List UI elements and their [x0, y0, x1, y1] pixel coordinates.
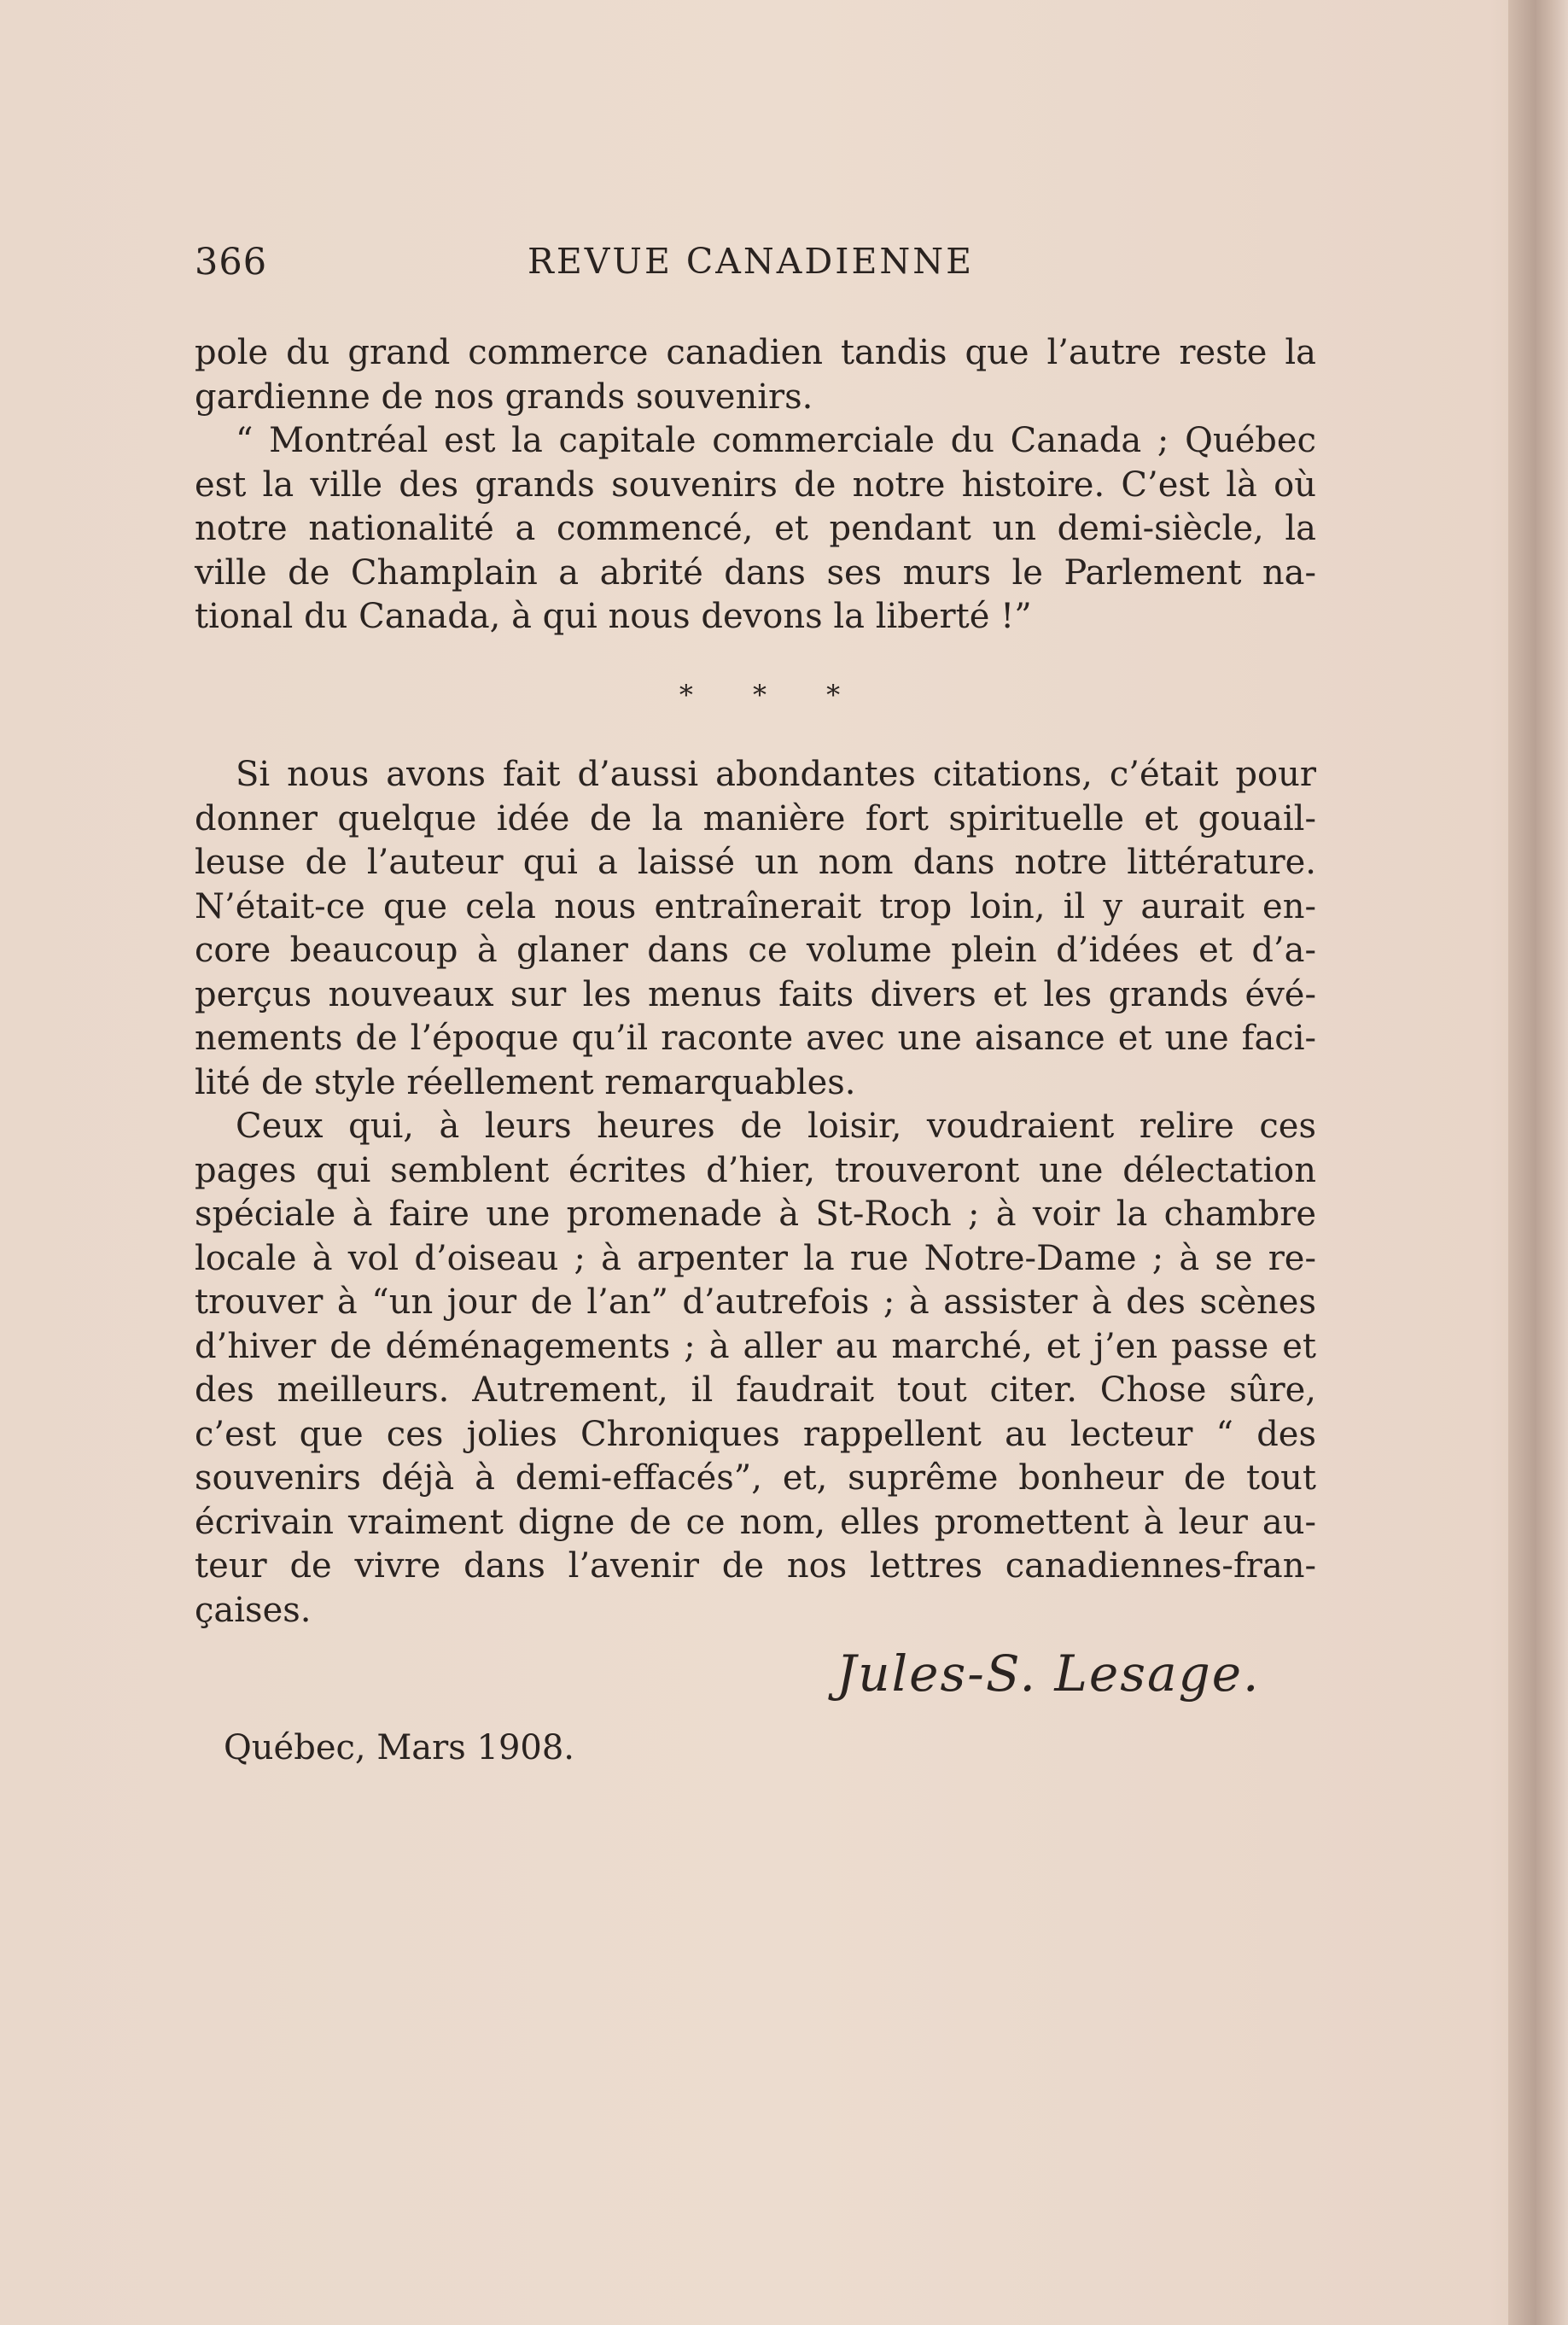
text-line: tional du Canada, à qui nous devons la liberté !”: [195, 597, 1032, 636]
paragraph: [195, 331, 1316, 419]
text-line: trouver à “un jour de l’an” d’autrefois ; à assister à des scènes: [195, 1282, 1316, 1322]
text-line: donner quelque idée de la manière fort spirituelle et gouail-: [195, 798, 1316, 838]
author-signature: Jules-S. Lesage.: [836, 1644, 1261, 1703]
text-line: écrivain vraiment digne de ce nom, elles promettent à leur au-: [195, 1502, 1316, 1542]
page-edge-shadow: [1508, 0, 1568, 2325]
page-header: [195, 241, 1304, 292]
text-line: d’hiver de déménagements ; à aller au marché, et j’en passe et: [195, 1326, 1316, 1366]
text-line: teur de vivre dans l’avenir de nos lettres canadiennes-fran-: [195, 1546, 1316, 1586]
text-line: notre nationalité a commencé, et pendant un demi-siècle, la: [195, 509, 1316, 548]
text-line: pages qui semblent écrites d’hier, trouveront une délectation: [195, 1150, 1316, 1190]
text-line: perçus nouveaux sur les menus faits divers et les grands évé-: [195, 974, 1316, 1014]
text-line: Si nous avons fait d’aussi abondantes citations, c’était pour: [236, 755, 1316, 794]
text-line: est la ville des grands souvenirs de notre histoire. C’est là où: [195, 464, 1316, 505]
text-line: des meilleurs. Autrement, il faudrait tout citer. Chose sûre,: [195, 1370, 1316, 1410]
text-line: souvenirs déjà à demi-effacés”, et, suprême bonheur de tout: [195, 1458, 1316, 1498]
text-line: lité de style réellement remarquables.: [195, 1062, 856, 1102]
text-line: c’est que ces jolies Chroniques rappellent au lecteur “ des: [195, 1414, 1316, 1454]
paragraph: [195, 1105, 1316, 1633]
text-line: locale à vol d’oiseau ; à arpenter la rue Notre-Dame ; à se re-: [195, 1238, 1316, 1278]
dateline: Québec, Mars 1908.: [224, 1728, 575, 1767]
text-line: gardienne de nos grands souvenirs.: [195, 377, 813, 417]
text-line: pole du grand commerce canadien tandis que l’autre reste la: [195, 333, 1316, 372]
section-separator: * * *: [679, 678, 866, 711]
running-title: REVUE CANADIENNE: [528, 241, 975, 282]
text-line: leuse de l’auteur qui a laissé un nom dans notre littérature.: [195, 843, 1316, 882]
text-line: core beaucoup à glaner dans ce volume plein d’idées et d’a-: [195, 931, 1316, 970]
text-line: Ceux qui, à leurs heures de loisir, voudraient relire ces: [236, 1107, 1316, 1146]
body-text: [195, 331, 1316, 1633]
quotation-paragraph: [195, 419, 1316, 640]
page-number: 366: [195, 241, 268, 283]
text-line: spéciale à faire une promenade à St-Roch ; à voir la chambre: [195, 1195, 1316, 1234]
text-line: ville de Champlain a abrité dans ses murs le Parlement na-: [195, 552, 1316, 593]
text-line: çaises.: [195, 1590, 312, 1630]
text-line: N’était-ce que cela nous entraînerait trop loin, il y aurait en-: [195, 886, 1316, 926]
text-line: nements de l’époque qu’il raconte avec une aisance et une faci-: [195, 1019, 1316, 1058]
text-line: “ Montréal est la capitale commerciale du Canada ; Québec: [236, 421, 1316, 460]
paragraph: [195, 753, 1316, 1105]
